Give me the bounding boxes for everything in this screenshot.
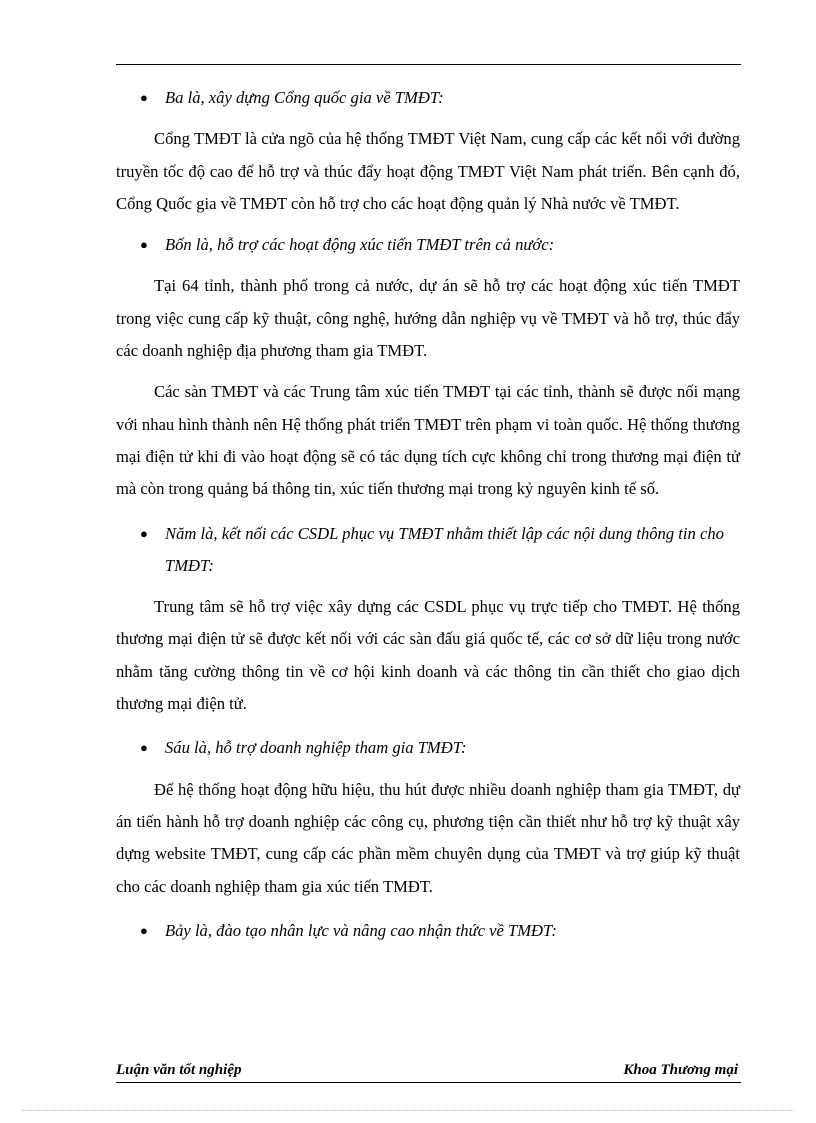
bullet-item: [116, 518, 740, 583]
paragraph: Trung tâm sẽ hỗ trợ việc xây dựng các CSDL phục vụ trực tiếp cho TMĐT. Hệ thống thương mại điện tử sẽ được kết nối với các sàn đấu giá quốc tế, các cơ sở dữ liệu trong nước nhằm tăng cường thông tin về cơ hội kinh doanh và các thông tin cần thiết cho giao dịch thương mại điện tử.: [116, 597, 740, 714]
bullet-item: [116, 229, 740, 261]
paragraph: Các sàn TMĐT và các Trung tâm xúc tiến TMĐT tại các tỉnh, thành sẽ được nối mạng với nhau hình thành nên Hệ thống phát triển TMĐT trên phạm vi toàn quốc. Hệ thống thương mại điện tử khi đi vào hoạt động sẽ có tác dụng tích cực không chỉ trong thương mại điện tử mà còn trong quảng bá thông tin, xúc tiến thương mại trong kỷ nguyên kinh tế số.: [116, 382, 740, 499]
footer-rule: [116, 1082, 741, 1083]
bullet-text: Sáu là, hỗ trợ doanh nghiệp tham gia TMĐT:: [165, 738, 467, 758]
bullet-icon: ●: [140, 922, 148, 938]
header-rule: [116, 64, 741, 65]
bullet-text: Năm là, kết nối các CSDL phục vụ TMĐT nhằm thiết lập các nội dung thông tin cho TMĐT:: [165, 523, 724, 575]
bullet-text: Bốn là, hỗ trợ các hoạt động xúc tiến TMĐT trên cả nước:: [165, 235, 555, 255]
bullet-icon: ●: [140, 237, 148, 253]
bullet-item: [116, 732, 740, 764]
paragraph: Tại 64 tỉnh, thành phố trong cả nước, dự án sẽ hỗ trợ các hoạt động xúc tiến TMĐT trong việc cung cấp kỹ thuật, công nghệ, hướng dẫn nghiệp vụ về TMĐT và hỗ trợ, thúc đẩy các doanh nghiệp địa phương tham gia TMĐT.: [116, 276, 740, 361]
paragraph: Cổng TMĐT là cửa ngõ của hệ thống TMĐT Việt Nam, cung cấp các kết nối với đường truyền tốc độ cao để hỗ trợ và thúc đẩy hoạt động TMĐT Việt Nam phát triển. Bên cạnh đó, Cổng Quốc gia về TMĐT còn hỗ trợ cho các hoạt động quản lý Nhà nước về TMĐT.: [116, 129, 740, 213]
paragraph: Để hệ thống hoạt động hữu hiệu, thu hút được nhiều doanh nghiệp tham gia TMĐT, dự án tiến hành hỗ trợ doanh nghiệp các công cụ, phương tiện cần thiết như hỗ trợ kỹ thuật xây dựng website TMĐT, cung cấp các phần mềm chuyên dụng của TMĐT và trợ giúp kỹ thuật cho các doanh nghiệp tham gia xúc tiến TMĐT.: [116, 779, 740, 896]
bullet-item: [116, 82, 740, 114]
footer-right-text: Khoa Thương mại: [623, 1062, 738, 1078]
page-body: [116, 82, 740, 947]
bullet-item: [116, 915, 740, 947]
bullet-text: Ba là, xây dựng Cổng quốc gia về TMĐT:: [165, 88, 444, 107]
bullet-icon: ●: [140, 740, 148, 756]
footer-left-text: Luận văn tốt nghiệp: [116, 1062, 242, 1078]
bullet-text: Bảy là, đào tạo nhân lực và nâng cao nhận thức về TMĐT:: [165, 920, 557, 940]
bullet-icon: ●: [140, 525, 148, 541]
bullet-icon: ●: [140, 90, 148, 105]
page-edge-divider: [22, 1110, 794, 1111]
